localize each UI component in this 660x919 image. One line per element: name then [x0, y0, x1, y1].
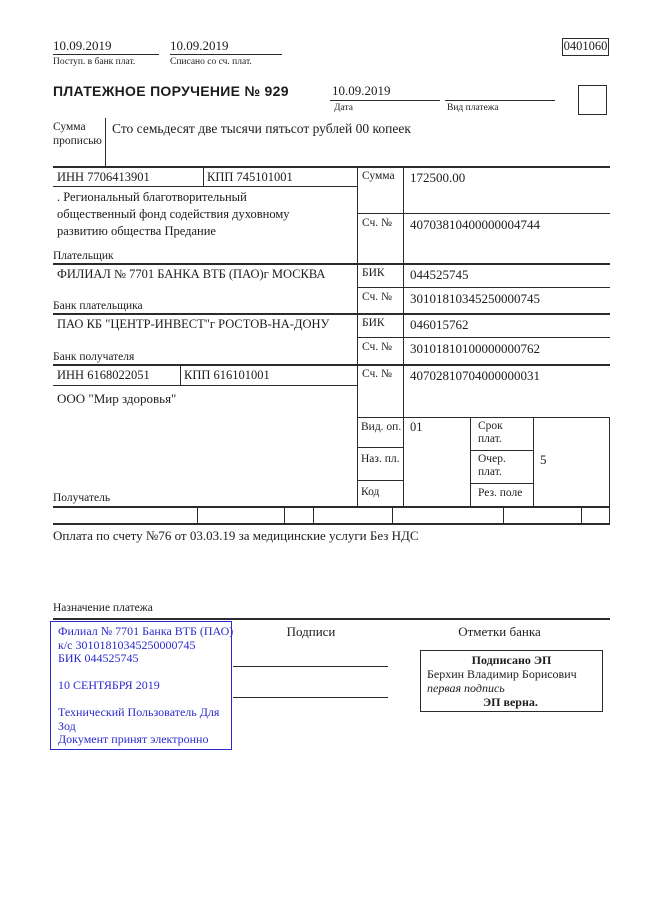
label-column-right-border — [403, 166, 404, 506]
ep-stamp-subtitle: первая подпись — [427, 681, 505, 695]
priority-label-line2: плат. — [478, 466, 502, 478]
payer-bank-section-border — [53, 313, 610, 315]
beneficiary-inn: ИНН 6168022051 — [57, 368, 150, 382]
ep-stamp-title: Подписано ЭП — [471, 653, 552, 667]
document-date-label: Дата — [334, 103, 353, 113]
bank-stamp-line2: к/с 30101810345250000745 — [58, 637, 196, 652]
ep-stamp-signer-name: Берхин Владимир Борисович — [427, 667, 577, 681]
op-label-divider-2 — [357, 480, 403, 481]
form-code: 0401060 — [563, 39, 608, 53]
beneficiary-inn-kpp-divider — [180, 364, 181, 385]
payer-inn: ИНН 7706413901 — [57, 170, 150, 184]
form-code-box — [562, 38, 609, 56]
beneficiary-bank-bik-label: БИК — [362, 317, 385, 329]
tax-row-divider-5 — [503, 506, 504, 523]
amount-in-words-label-line2: прописью — [53, 135, 102, 147]
document-date-underline — [330, 100, 440, 101]
bank-stamp-line5: 10 СЕНТЯБРЯ 2019 — [58, 678, 160, 692]
received-date-underline — [53, 54, 159, 55]
priority-label — [478, 453, 506, 479]
op-block-right-border — [609, 417, 610, 506]
beneficiary-bank-label: Банк получателя — [53, 351, 135, 363]
pay-term-label-line2: плат. — [478, 433, 502, 445]
payer-account-value: 40703810400000004744 — [410, 217, 540, 232]
amount-value: 172500.00 — [410, 170, 466, 185]
received-date-label: Поступ. в банк плат. — [53, 57, 136, 67]
beneficiary-bank-account-value: 30101810100000000762 — [410, 341, 540, 356]
document-date: 10.09.2019 — [332, 83, 391, 98]
tax-row-right-border — [609, 506, 610, 523]
payer-bank-bik-value: 044525745 — [410, 267, 469, 282]
beneficiary-section-border — [53, 506, 610, 508]
priority-value: 5 — [540, 452, 547, 467]
debited-date-label: Списано со сч. плат. — [170, 57, 252, 67]
payer-section-border — [53, 263, 610, 265]
beneficiary-account-label: Сч. № — [362, 368, 393, 380]
beneficiary-inn-row-bottom-border — [53, 385, 357, 386]
payer-bank-label: Банк плательщика — [53, 300, 143, 312]
payer-account-label: Сч. № — [362, 217, 393, 229]
tax-row-divider-3 — [313, 506, 314, 523]
bank-stamp-line9: Документ принят электронно — [58, 732, 209, 746]
bank-marks-label: Отметки банка — [458, 624, 541, 639]
tax-row-divider-1 — [197, 506, 198, 523]
reserve-field-label: Рез. поле — [478, 487, 523, 499]
amount-account-divider — [357, 213, 610, 214]
label-column-left-border — [357, 166, 358, 506]
amount-in-words-label-line1: Сумма — [53, 121, 86, 133]
beneficiary-bank-account-label: Сч. № — [362, 341, 393, 353]
signature-line-1 — [233, 666, 388, 667]
beneficiary-bank-bik-value: 046015762 — [410, 317, 469, 332]
tax-row-divider-6 — [581, 506, 582, 523]
payer-bank-name: ФИЛИАЛ № 7701 БАНКА ВТБ (ПАО)г МОСКВА — [57, 267, 326, 281]
beneficiary-name: ООО "Мир здоровья" — [57, 391, 177, 406]
op-mid-divider-1 — [470, 450, 533, 451]
code-label: Код — [361, 486, 380, 498]
beneficiary-account-value: 40702810704000000031 — [410, 368, 540, 383]
payment-kind-label: Вид платежа — [447, 103, 499, 113]
payer-name-line1: . Региональный благотворительный — [57, 190, 247, 204]
amount-in-words-divider — [105, 118, 106, 166]
payer-label: Плательщик — [53, 250, 114, 262]
tax-row-bottom-border — [53, 523, 610, 525]
purpose-code-label: Наз. пл. — [361, 453, 400, 465]
beneficiary-label: Получатель — [53, 492, 111, 504]
op-label-divider-1 — [357, 447, 403, 448]
electronic-signature-stamp — [420, 650, 603, 712]
bank-stamp-line4 — [58, 666, 224, 680]
payer-kpp: КПП 745101001 — [207, 170, 293, 184]
payer-name-line2: общественный фонд содействия духовному — [57, 207, 290, 221]
payment-purpose-label: Назначение платежа — [53, 602, 153, 614]
signature-line-2 — [233, 697, 388, 698]
pay-term-label-line1: Срок — [478, 420, 503, 432]
payer-bank-bik-account-divider — [357, 287, 610, 288]
document-title: ПЛАТЕЖНОЕ ПОРУЧЕНИЕ № 929 — [53, 83, 289, 99]
op-block-divider-1 — [470, 417, 471, 506]
signatures-label: Подписи — [286, 624, 336, 639]
payer-inn-kpp-divider — [203, 166, 204, 186]
ep-stamp-verified: ЭП верна. — [483, 695, 538, 709]
bank-stamp-line6 — [58, 693, 224, 707]
table-top-border — [53, 166, 610, 168]
payer-name-line3: развитию общества Предание — [57, 224, 216, 238]
op-kind-label: Вид. оп. — [361, 421, 402, 433]
beneficiary-bank-section-border — [53, 364, 610, 366]
op-kind-value: 01 — [410, 420, 423, 434]
purpose-section-border — [53, 618, 610, 620]
amount-in-words-label — [53, 120, 102, 148]
beneficiary-bank-bik-account-divider — [357, 337, 610, 338]
pay-term-label — [478, 420, 503, 446]
bank-stamp-line3: БИК 044525745 — [58, 651, 139, 665]
bank-electronic-stamp — [50, 621, 232, 750]
tax-row-divider-4 — [392, 506, 393, 523]
amount-label: Сумма — [362, 170, 395, 182]
payment-purpose-text: Оплата по счету №76 от 03.03.19 за медицинские услуги Без НДС — [53, 528, 419, 543]
beneficiary-kpp: КПП 616101001 — [184, 368, 270, 382]
op-block-top-border — [357, 417, 610, 418]
bank-stamp-line8: Зод — [58, 718, 76, 733]
bank-stamp-line1: Филиал № 7701 Банка ВТБ (ПАО) — [58, 624, 234, 638]
beneficiary-bank-name: ПАО КБ "ЦЕНТР-ИНВЕСТ"г РОСТОВ-НА-ДОНУ — [57, 317, 330, 331]
priority-label-line1: Очер. — [478, 453, 506, 465]
amount-in-words-value: Сто семьдесят две тысячи пятьсот рублей 00 копеек — [112, 121, 411, 136]
debited-date: 10.09.2019 — [170, 38, 229, 53]
debited-date-underline — [170, 54, 282, 55]
payer-inn-row-bottom-border — [53, 186, 357, 187]
payer-bank-bik-label: БИК — [362, 267, 385, 279]
payer-bank-account-value: 30101810345250000745 — [410, 291, 540, 306]
payer-bank-account-label: Сч. № — [362, 291, 393, 303]
bank-stamp-line7: Технический Пользователь Для — [58, 705, 220, 719]
op-block-divider-2 — [533, 417, 534, 506]
payment-kind-underline — [445, 100, 555, 101]
payment-kind-checkbox — [578, 85, 607, 115]
payer-name — [57, 189, 290, 240]
received-date: 10.09.2019 — [53, 38, 112, 53]
op-mid-divider-2 — [470, 483, 533, 484]
tax-row-divider-2 — [284, 506, 285, 523]
